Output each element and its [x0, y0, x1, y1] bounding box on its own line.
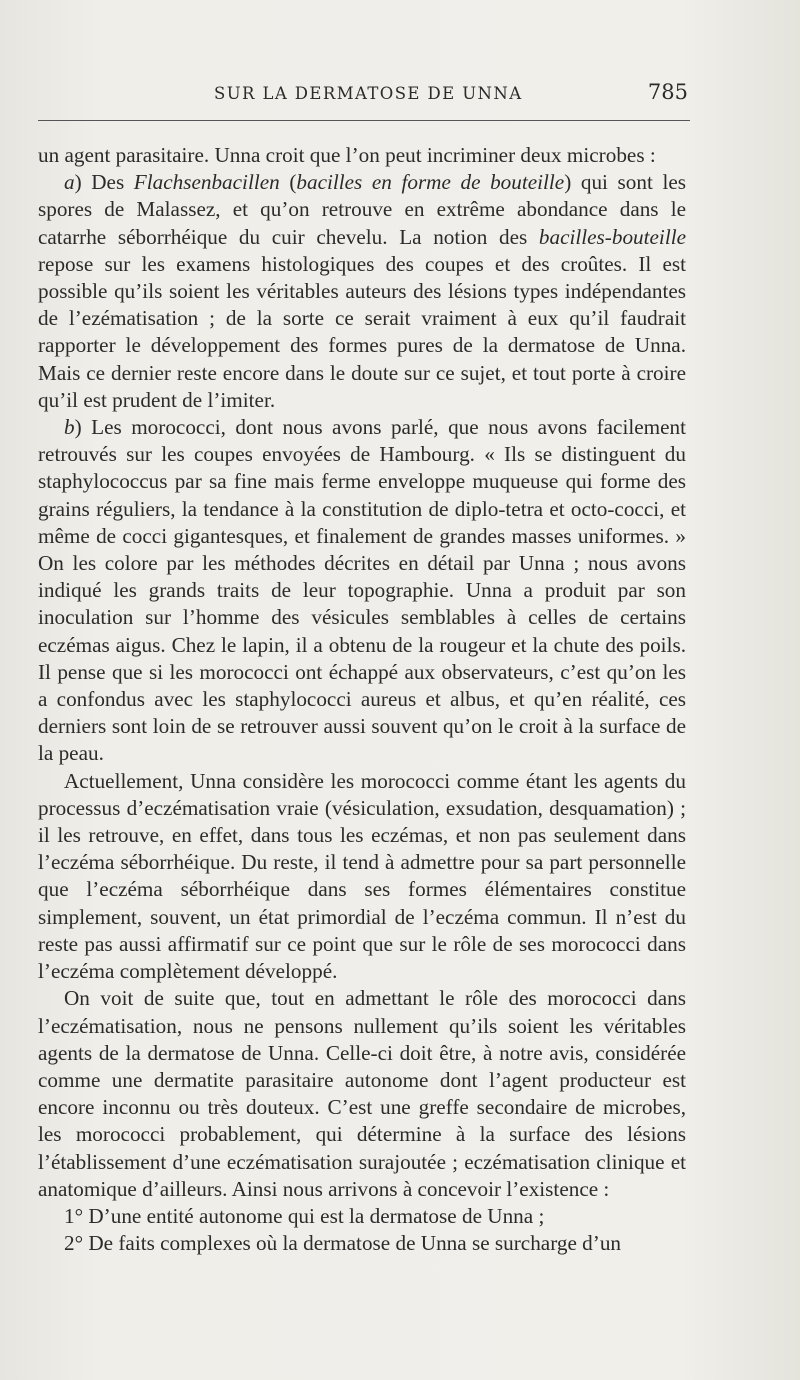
- italic-term: bacilles en forme de bouteille: [296, 170, 565, 195]
- paragraph-6: 1° D’une entité autonome qui est la dermatose de Unna ;: [64, 1203, 545, 1228]
- paragraph-2: a) Des Flachsenbacillen (bacilles en forme de bouteille) qui sont les spores de Malassez, et qu’on retrouve en extrême abondance dans le catarrhe séborrhéique du cuir chevelu. La notion des bacilles-bouteille repose sur les examens histologiques des coupes et des croûtes. Il est possible qu’ils soient les véritables auteurs des lésions types indépendantes de l’ezématisation ; de la sorte ce serait vraiment à eux qu’il faudrait rapporter le développement des formes pures de la dermatose de Unna. Mais ce dernier reste encore dans le doute sur ce sujet, et tout porte à croire qu’il est prudent de l’imiter.: [38, 170, 686, 412]
- italic-term: Flachsenbacillen: [133, 170, 280, 195]
- paragraph-3: b) Les morococci, dont nous avons parlé, que nous avons facilement retrouvés sur les coupes envoyées de Hambourg. « Ils se distinguent du staphylococcus par sa fine mais ferme enveloppe muqueuse qui forme des grains réguliers, la tendance à la constitution de diplo-tetra et octo-cocci, et même de cocci gigantesques, et finalement de grandes masses uniformes. » On les colore par les méthodes décrites en détail par Unna ; nous avons indiqué les grands traits de leur topographie. Unna a produit par son inoculation sur l’homme des vésicules semblables à celles de certains eczémas aigus. Chez le lapin, il a obtenu de la rougeur et la chute des poils. Il pense que si les morococci ont échappé aux observateurs, c’est qu’on les a confondus avec les staphylococci aureus et albus, et qu’en réalité, ces derniers sont loin de se retrouver aussi souvent qu’on le croit à la surface de la peau.: [38, 415, 686, 766]
- italic-term: a: [64, 170, 75, 195]
- paragraph-5: On voit de suite que, tout en admettant le rôle des morococci dans l’eczématisation, nous ne pensons nullement qu’ils soient les véritables agents de la dermatose de Unna. Celle-ci doit être, à notre avis, considérée comme une dermatite parasitaire autonome dont l’agent producteur est encore inconnu ou très douteux. C’est une greffe secondaire de microbes, les morococci probablement, qui détermine à la surface des lésions l’établissement d’une eczématisation surajoutée ; eczématisation clinique et anatomique d’ailleurs. Ainsi nous arrivons à concevoir l’existence :: [38, 986, 686, 1201]
- header-rule: [38, 120, 690, 121]
- running-title: SUR LA DERMATOSE DE UNNA: [214, 84, 523, 103]
- paragraph-4: Actuellement, Unna considère les morococci comme étant les agents du processus d’eczématisation vraie (vésiculation, exsudation, desquamation) ; il les retrouve, en effet, dans tous les eczémas, et non pas seulement dans l’eczéma séborrhéique. Du reste, il tend à admettre pour sa part personnelle que l’eczéma séborrhéique dans ses formes élémentaires constitue simplement, souvent, un état primordial de l’eczéma commun. Il n’est du reste pas aussi affirmatif sur ce point que sur le rôle de ses morococci dans l’eczéma complètement développé.: [38, 768, 686, 984]
- running-head: [38, 80, 688, 114]
- body-text: [38, 142, 686, 1257]
- page-number: 785: [647, 80, 688, 104]
- italic-term: b: [64, 415, 75, 440]
- paragraph-1: un agent parasitaire. Unna croit que l’on peut incriminer deux microbes :: [38, 143, 656, 167]
- italic-term: bacilles-bouteille: [538, 224, 686, 249]
- paragraph-7: 2° De faits complexes où la dermatose de Unna se surcharge d’un: [64, 1231, 622, 1256]
